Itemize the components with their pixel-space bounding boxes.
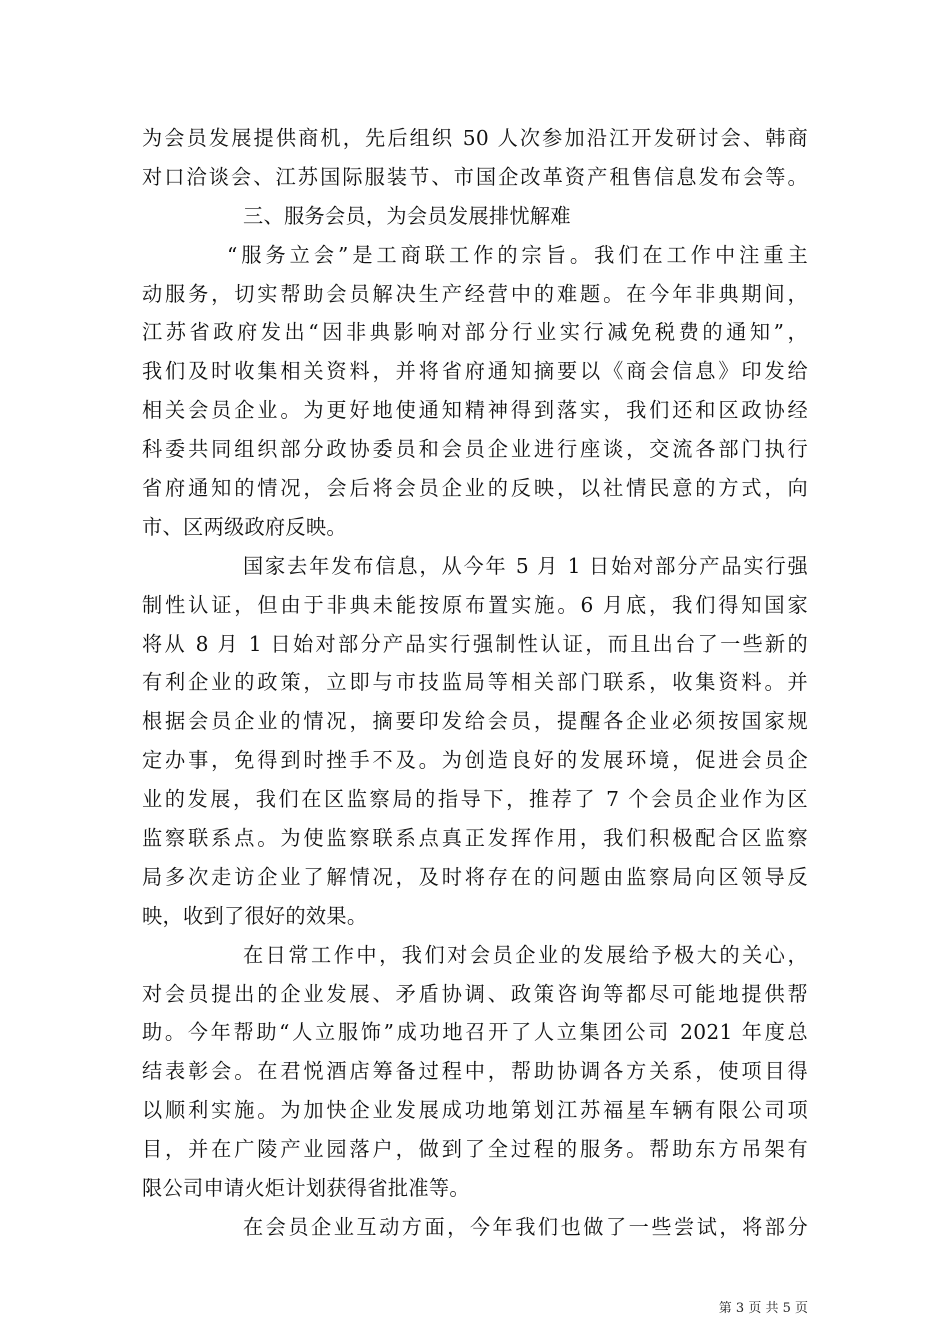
paragraph-last-line: 映，收到了很好的效果。 bbox=[142, 903, 368, 928]
text-line: 业的发展，我们在区监察局的指导下，推荐了 7 个会员企业作为区 bbox=[142, 787, 808, 812]
text-line: 我们及时收集相关资料，并将省府通知摘要以《商会信息》印发给 bbox=[142, 359, 808, 384]
text-line: 省府通知的情况，会后将会员企业的反映，以社情民意的方式，向 bbox=[142, 476, 808, 501]
section-heading: 三、服务会员，为会员发展排忧解难 bbox=[243, 203, 571, 228]
text-line: 以顺利实施。为加快企业发展成功地第划江苏福星车辆有限公司项 bbox=[142, 1098, 808, 1123]
text-line: 制性认证，但由于非典未能按原布置实施。6 月底，我们得知国家 bbox=[142, 592, 808, 617]
page-number: 第 3 页 共 5 页 bbox=[718, 1301, 808, 1316]
text-line: 为会员发展提供商机，先后组织 50 人次参加沿江开发研讨会、韩商 bbox=[142, 126, 808, 150]
text-line: 江苏省政府发出“因非典影响对部分行业实行减免税费的通知”， bbox=[142, 320, 808, 345]
text-line: 对会员提出的企业发展、矛盾协调、政策咨询等都尽可能地提供帮 bbox=[142, 981, 808, 1006]
text-line: 局多次走访企业了解情况，及时将存在的问题由监察局向区领导反 bbox=[142, 864, 808, 889]
paragraph-last-line: 市、区两级政府反映。 bbox=[142, 514, 347, 539]
text-line: 助。今年帮助“人立服饰”成功地召开了人立集团公司 2021 年度总 bbox=[142, 1020, 808, 1045]
text-line: 结表彰会。在君悦酒店筹备过程中，帮助协调各方关系，使项目得 bbox=[142, 1059, 808, 1084]
text-line: 相关会员企业。为更好地使通知精神得到落实，我们还和区政协经 bbox=[142, 398, 808, 423]
text-line: 定办事，免得到时挫手不及。为创造良好的发展环境，促进会员企 bbox=[142, 748, 808, 773]
paragraph-last-line: 限公司申请火炬计划获得省批准等。 bbox=[142, 1176, 470, 1201]
paragraph-first-line: 在会员企业互动方面，今年我们也做了一些尝试，将部分 bbox=[243, 1214, 808, 1239]
paragraph-first-line: 国家去年发布信息，从今年 5 月 1 日始对部分产品实行强 bbox=[243, 553, 808, 578]
text-line: 将从 8 月 1 日始对部分产品实行强制性认证，而且出台了一些新的 bbox=[142, 631, 808, 656]
text-line: 根据会员企业的情况，摘要印发给会员，提醒各企业必须按国家规 bbox=[142, 709, 808, 734]
paragraph-first-line: “服务立会”是工商联工作的宗旨。我们在工作中注重主 bbox=[227, 242, 808, 267]
text-line: 科委共同组织部分政协委员和会员企业进行座谈，交流各部门执行 bbox=[142, 437, 808, 462]
paragraph-first-line: 在日常工作中，我们对会员企业的发展给予极大的关心， bbox=[243, 942, 808, 967]
text-line: 对口洽谈会、江苏国际服装节、市国企改革资产租售信息发布会等。 bbox=[142, 164, 808, 189]
document-body bbox=[142, 119, 808, 1247]
text-line: 监察联系点。为使监察联系点真正发挥作用，我们积极配合区监察 bbox=[142, 826, 808, 851]
text-line: 有利企业的政策，立即与市技监局等相关部门联系，收集资料。并 bbox=[142, 670, 808, 695]
text-line: 动服务，切实帮助会员解决生产经营中的难题。在今年非典期间， bbox=[142, 281, 808, 306]
text-line: 目，并在广陵产业园落户，做到了全过程的服务。帮助东方吊架有 bbox=[142, 1137, 808, 1162]
